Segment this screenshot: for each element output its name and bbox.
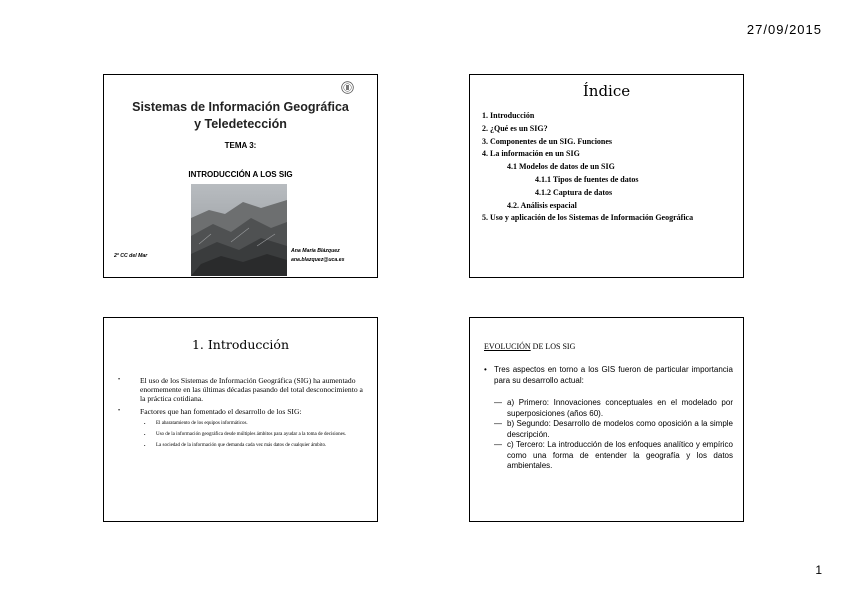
author-name: Ana María Blázquez — [291, 248, 340, 254]
slide-3-body — [118, 376, 367, 453]
slide-1-course: 2º CC del Mar — [114, 253, 148, 259]
slide-3-heading: 1. Introducción — [191, 337, 290, 352]
page-number: 1 — [815, 563, 822, 577]
dash-icon: — — [494, 398, 502, 407]
index-item: 5. Uso y aplicación de los Sistemas de Información Geográfica — [482, 213, 694, 223]
sub-list-item — [144, 420, 367, 427]
sub-item-text: b) Segundo: Desarrollo de modelos como oposición a la simple descripción. — [507, 419, 733, 439]
bullet-icon: • — [484, 365, 487, 374]
university-logo-text — [356, 82, 370, 93]
sub-bullet-text: El abaratamiento de los equipos informáticos. — [156, 421, 248, 426]
bullet-icon: • — [144, 432, 146, 437]
slide-2-heading: Índice — [582, 82, 631, 100]
sub-list-item — [494, 419, 733, 440]
bullet-text: Tres aspectos en torno a los GIS fueron de particular importancia para su desarrollo actual: — [494, 365, 733, 385]
bullet-icon: • — [118, 377, 121, 383]
dash-icon: — — [494, 440, 502, 449]
slide-1-title-line1: Sistemas de Información Geográfica — [132, 100, 349, 114]
slide-1-tema: TEMA 3: — [224, 141, 257, 150]
slide-1-title — [103, 74, 378, 278]
sub-bullet-text: La sociedad de la información que demanda cada vez más datos de cualquier ámbito. — [156, 443, 327, 448]
terrain-image — [191, 184, 287, 276]
index-item: 4.1.2 Captura de datos — [535, 187, 613, 197]
print-date: 27/09/2015 — [746, 22, 822, 37]
author-email: ana.blazquez@uca.es — [291, 257, 345, 263]
sub-bullet-text: Uso de la información geográfica desde múltiples ámbitos para ayudar a la toma de decisiones. — [156, 432, 347, 437]
index-item: 4.1.1 Tipos de fuentes de datos — [535, 174, 639, 184]
sub-list — [118, 420, 367, 449]
index-item: 2. ¿Qué es un SIG? — [482, 123, 548, 133]
bullet-text: Factores que han fomentado el desarrollo de los SIG: — [140, 407, 302, 416]
index-item: 4.1 Modelos de datos de un SIG — [507, 162, 615, 172]
dash-icon: — — [494, 419, 502, 428]
slide-4-body — [484, 365, 733, 472]
university-seal-icon — [341, 81, 354, 94]
slide-3-introduction — [103, 317, 378, 522]
slide-1-title-line2: y Teledetección — [194, 117, 287, 131]
bullet-text: El uso de los Sistemas de Información Geográfica (SIG) ha aumentado enormemente en las últimas décadas pasando del total desconocimiento a la práctica cotidiana. — [140, 376, 363, 403]
bullet-icon: • — [144, 443, 146, 448]
slide-4-heading-rest: DE LOS SIG — [530, 342, 576, 351]
slide-4-heading-underlined: EVOLUCIÓN — [484, 342, 531, 351]
index-item: 4.2. Análisis espacial — [507, 200, 577, 210]
sub-list-item — [144, 431, 367, 438]
slide-4-evolution — [469, 317, 744, 522]
slide-2-index — [469, 74, 744, 278]
slide-1-heading — [104, 99, 377, 133]
slide-4-heading — [484, 342, 575, 351]
bullet-icon: • — [144, 421, 146, 426]
sub-list — [484, 398, 733, 472]
index-item: 1. Introducción — [482, 111, 535, 120]
sub-item-text: c) Tercero: La introducción de los enfoques analítico y empírico como una forma de entender la geografía y los datos ambientales. — [507, 440, 733, 470]
list-item — [118, 376, 367, 403]
sub-list-item — [494, 398, 733, 419]
list-item — [118, 407, 367, 416]
index-list — [482, 110, 737, 225]
sub-item-text: a) Primero: Innovaciones conceptuales en el modelado por superposiciones (años 60). — [507, 398, 733, 418]
university-logo — [341, 81, 370, 94]
sub-list-item — [494, 440, 733, 472]
slide-1-subtitle: INTRODUCCIÓN A LOS SIG — [188, 170, 293, 179]
bullet-icon: • — [118, 408, 121, 414]
sub-list-item — [144, 442, 367, 449]
index-item: 4. La información en un SIG — [482, 149, 580, 159]
slide-1-author — [291, 247, 345, 265]
list-item — [484, 365, 733, 386]
index-item: 3. Componentes de un SIG. Funciones — [482, 136, 613, 146]
